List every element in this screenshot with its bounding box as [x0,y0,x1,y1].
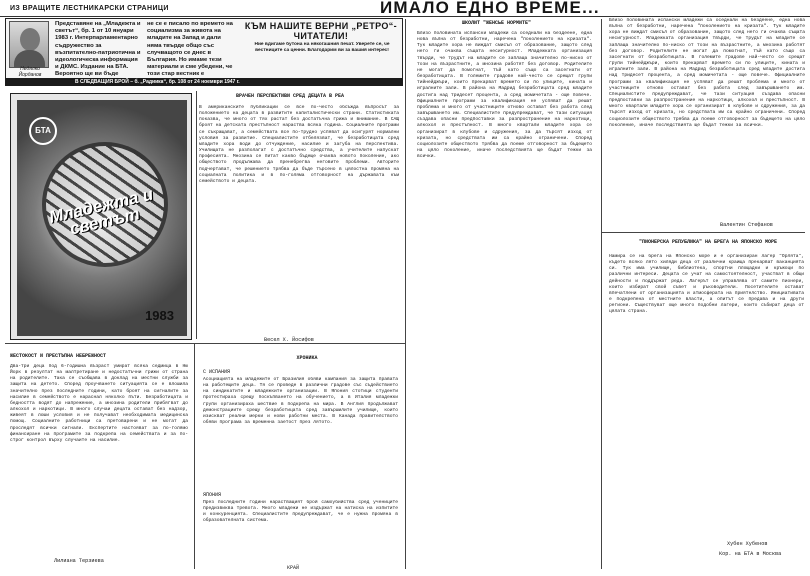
right-article-body: Близо половината испански младежи са оседнали на бездеене, една нова вълна от безработни, наречена "поколението на кризата". Тук младите хора не виждат смисъл от образование, защото след него ги очаква същата несигурност. Младежката организация твърди, че трудът на младите се заплаща значително по-ниско от този на възрастните, а мнозина работят без договор. Родителите не могат да помогнат, тъй като също са засегнати от безработицата. В големите градове най-често се срещат групи тийнейджъри, които прекарват времето си по улиците, кината и игралните зали. В района на Мадрид безработицата сред младите достига над тридесет процента, а сред момичетата - още повече. Официалните програми за квалификация не успяват да решат проблема и много от участниците отново остават без работа след завършването им. Специалистите предупреждават, че тази ситуация създава опасни предпоставки за разпространение на наркотици, алкохол и престъпност. В много квартали младите хора се организират в клубове и сдружения, за да търсят изход от кризата, но средствата им са крайно ограничени. Според социолозите обществото трябва да поеме отговорност за бъдещето на цяло поколение, иначе последствията ще бъдат тежки за всички. [417,31,592,160]
spain-heading: "ПИОНЕРСКА РЕПУБЛИКА" НА БРЕГА НА ЯПОНСКО МОРЕ [638,239,778,245]
chronicle-subheading: С ИСПАНИЯ [203,369,231,375]
right-article-heading: ШКОЛИТ "ЖЕНСЬЕ НОРМИТЕ" [462,20,532,26]
right-article-continued: Близо половината испански младежи са оседнали на бездеене, една нова вълна от безработни, наречена "поколението на кризата". Тук младите хора не виждат смисъл от образование, защото след него ги очаква същата несигурност. Младежката организация твърди, че трудът на младите се заплаща значително по-ниско от този на възрастните, а мнозина работят без договор. Родителите не могат да помогнат, тъй като също са засегнати от безработицата. В големите градове най-често се срещат групи тийнейджъри, които прекарват времето си по улиците, кината и игралните зали. В района на Мадрид безработицата сред младите достига над тридесет процента, а сред момичетата - още повече. Официалните програми за квалификация не успяват да решат проблема и много от участниците отново остават без работа след завършването им. Специалистите предупреждават, че тази ситуация създава опасни предпоставки за разпространение на наркотици, алкохол и престъпност. В много квартали младите хора се организират в клубове и сдружения, за да търсят изход от кризата, но средствата им са крайно ограничени. Според социолозите обществото трябва да поеме отговорност за бъдещето на цяло поколение, иначе последствията ще бъдат тежки за всички. [609,18,805,128]
bottom-left-author: Лилиана Терзиева [54,558,104,564]
horizontal-rule [5,343,405,344]
portrait-caption: Недялко Йорданов [18,66,42,78]
bta-logo: БТА [29,117,57,145]
spain-body: Намира се на брега на Японско море и е организиран лагер "Орлята", където всяко лято хиляди деца от различни краища прекарват ваканцията си. Тук има училище, библиотека, спортни площадки и кръжоци по различни интереси. Децата се учат на самостоятелност, участват в общи дейности и поддържат реда. Лагерът се управлява от самите пионери, които избират свой съвет и ръководители. Посетителите остават впечатлени от организацията и атмосферата на приятелство. Инициативата е подкрепена от местните власти, а опитът се предава и на други региони. Съществуват още много подобни лагери, които събират деца от цялата страна. [609,254,804,315]
bottom-left-body: Два-три деца под 6-годишна възраст умират всяка седмица в Ню Йорк в резултат на малтретиране и недостатъчни грижи от страна на родителите. Така се съобщава в доклад на местни служби за защита на детето. Според проучването ситуацията се е влошила значително през последните години, като броят на сигналите за насилие в семейството е нараснал няколко пъти. Безработицата и бедността водят до напрежение, а мнозина родители прибягват до алкохол и наркотици. В много случаи децата остават без надзор, живеят в лоши условия и не получават необходимата медицинска помощ. Социалните работници са претоварени и не могат да проследят всички сигнали. Експертите настояват за по-голямо финансиране на програмите за подкрепа на семействата и за по-строг контрол върху случаите на насилие. [10,364,188,443]
right-article-author: Валентин Стефанов [720,222,773,228]
bottom-left-heading: ЖЕСТОКОСТ И ПРЕСТЪПНА НЕБРЕЖНОСТ [10,353,107,359]
cover-image [10,93,192,340]
readers-title: КЪМ НАШИТЕ ВЕРНИ „РЕТРО“-ЧИТАТЕЛИ! [244,21,398,41]
spain-author-title: Кор. на БТА в Москва [719,551,782,557]
chronicle-heading: ХРОНИКА [296,355,318,361]
main-article-body: В американските публикации се все по-често обсъжда въпросът за положението на децата в развитите капиталистически страни. Статистиката показва, че много от тях растат без достатъчна грижа и внимание. В САЩ броят на детската престъпност нараства всяка година. Социалните програми се съкращават, а семействата все по-трудно успяват да осигурят нормални условия за развитие. Специалистите отбелязват, че безработицата сред младите хора води до отчуждение, насилие и загуба на перспектива. Училищата не разполагат с достатъчно средства, а учителите напускат професията. Мнозина се питат какво бъдеще очаква новото поколение, ако обществото продължава да пренебрегва неговите проблеми. Авторите подчертават, че решението трябва да бъде търсено в цялостна промяна на социалната политика и в по-голяма отговорност на държавата към семейството и децата. [199,105,399,184]
section-label: ИЗ ВРАЩИТЕ ЛЕСТНИКАРСКИ СТРАНИЦИ [10,5,169,12]
intro-text-right: не се е писало по времето на социализма за живота на младите на Запад и дали няма твърде общо със случващото се днес в България. Но имаме тези материали и сме убедени, че този стар вестник е [147,21,233,76]
readers-text: Ние вдигаме бутона на някогашния печат. Уверете се, че вестниците са ценни. Благодарим ви за вашия интерес! [254,42,390,53]
main-article-author: Весел Х. Йосифов [264,337,314,343]
column-rule-right [601,19,602,569]
column-rule-center [405,19,406,569]
chronicle-end: КРАЙ [287,565,300,571]
chronicle-body: Асоциацията на младежите от Бразилия обяви кампания за защита правата на работещите деца. Тя се проведе в различни градове със съдействието на синдикатите и младежките организации. В Япония стотици студенти протестираха срещу поскъпването на обучението, а в Италия младежки групи организираха шествие в подкрепа на мира. В Англия продължават демонстрациите срещу безработицата сред завършилите училище, които изискват реални мерки и нови работни места. В Канада правителството обяви програма за временна заетост през лятото. [203,377,398,426]
cover-title: Младежта и светът [47,184,155,239]
masthead-title: ИМАЛО ЕДНО ВРЕМЕ... [380,0,600,17]
spain-author-name: Хубен Хубенов [727,541,768,547]
chronicle-body-2: През последните години нарастващият брой самоубийства сред учениците предизвиква тревога. Много младежи не издържат на натиска на изпитите и конкуренцията. Специалистите предупреждават, че е нужна промяна в образователната система. [203,500,398,524]
next-issue-bar: В СЛЕДВАЩИЯ БРОЙ – б. „Радиика“, бр. 108 от 24 ноември 1947 г. [5,78,403,86]
right-lower-rule [602,232,805,233]
main-article-heading: ВРАЧЕН ПЕРСПЕКТИВИ СРЕД ДЕЦАТА В РЕА [236,93,345,99]
portrait-photo [9,21,49,68]
intro-text-left: Представяне на „Младежта и светът“, бр. 1 от 10 януари 1983 г. Интерпарламентарно съдружество за възпитателно-патриотична и идеологическа информация и ДКМС. Издание на БТА. Вероятно ще ви бъде [55,21,141,76]
column-rule-lower [194,344,195,569]
cover-year: 1983 [145,308,174,323]
chronicle-section2: ЯПОНИЯ [203,492,222,498]
column-rule [196,91,197,339]
